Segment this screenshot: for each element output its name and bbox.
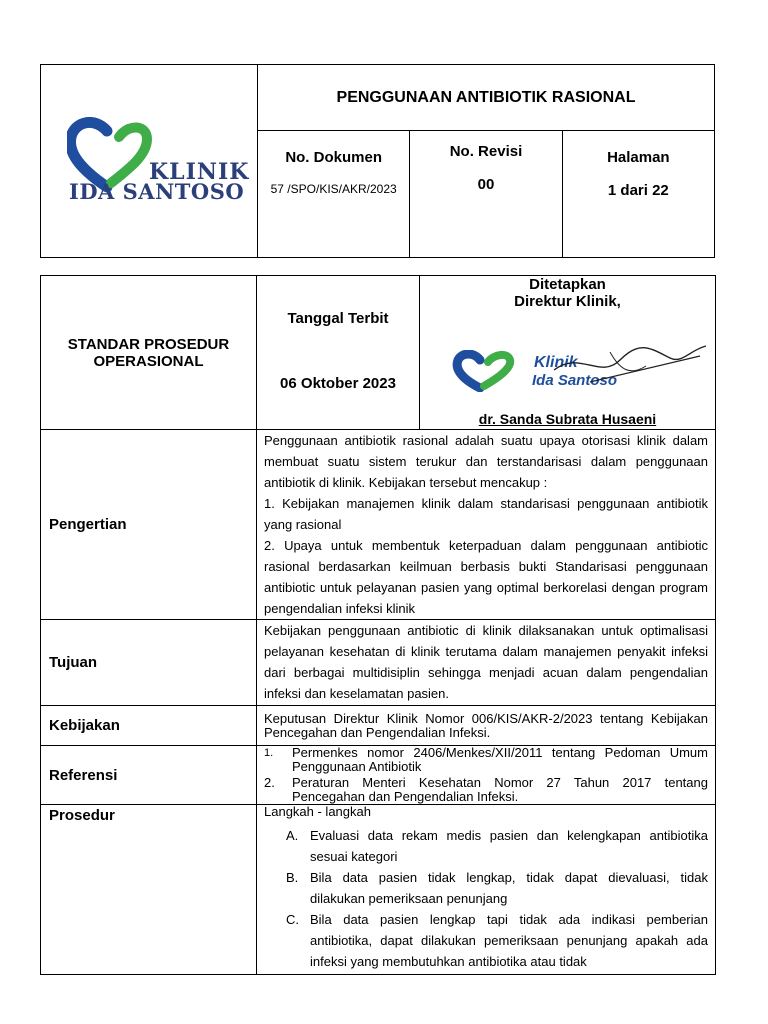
issue-date-label: Tanggal Terbit bbox=[287, 310, 389, 327]
tujuan-label-text: Tujuan bbox=[49, 654, 98, 671]
pengertian-content bbox=[257, 430, 716, 620]
logo-cell bbox=[41, 65, 258, 258]
pengertian-intro: Penggunaan antibiotik rasional adalah suatu upaya otorisasi klinik dalam membuat suatu sistem terukur dan terstandarisasi dalam penggunaan antibiotik di klinik. Kebijakan tersebut mencakup : bbox=[264, 433, 708, 490]
referensi-item-2 bbox=[264, 776, 708, 804]
referensi-text-2: Peraturan Menteri Kesehatan Nomor 27 Tahun 2017 tentang Pencegahan dan Pengendalian Infeksi. bbox=[292, 775, 708, 804]
signature-scribble bbox=[550, 340, 710, 390]
stamp-text-line2: Ida Santoso bbox=[532, 372, 618, 389]
document-title-text: PENGGUNAAN ANTIBIOTIK RASIONAL bbox=[336, 88, 636, 106]
tujuan-content bbox=[257, 620, 716, 706]
prosedur-letter-a: A. bbox=[286, 828, 299, 843]
referensi-number-1: 1. bbox=[264, 747, 274, 759]
sop-title-line2: OPERASIONAL bbox=[93, 352, 204, 370]
kebijakan-label-text: Kebijakan bbox=[49, 717, 120, 734]
revision-value: 00 bbox=[477, 176, 495, 193]
pengertian-item-1: 1. Kebijakan manajemen klinik dalam standarisasi penggunaan antibiotik yang rasional bbox=[264, 496, 708, 532]
referensi-content bbox=[257, 746, 716, 805]
pengertian-label-text: Pengertian bbox=[49, 516, 127, 533]
kebijakan-label bbox=[41, 706, 257, 746]
prosedur-text-a: Evaluasi data rekam medis pasien dan kelengkapan antibiotika sesuai kategori bbox=[310, 828, 708, 864]
page-cell bbox=[562, 131, 714, 258]
doc-number-value: 57 /SPO/KIS/AKR/2023 bbox=[270, 182, 397, 196]
referensi-text-1: Permenkes nomor 2406/Menkes/XII/2011 tentang Pedoman Umum Penggunaan Antibiotik bbox=[292, 745, 708, 774]
prosedur-letter-c: C. bbox=[286, 912, 299, 927]
prosedur-content bbox=[257, 805, 716, 975]
revision-label: No. Revisi bbox=[449, 143, 523, 160]
approved-line1: Ditetapkan bbox=[529, 276, 606, 293]
referensi-label-text: Referensi bbox=[49, 766, 118, 784]
issue-date-cell bbox=[257, 276, 420, 430]
pengertian-item-2: 2. Upaya untuk membentuk keterpaduan dalam penggunaan antibiotic rasional berdasarkan keilmuan berbasis bukti Standarisasi penggunaan antibiotic untuk pelayanan pasien yang optimal berkorelasi dengan program pengendalian infeksi klinik bbox=[264, 538, 708, 616]
stamp-heart-icon bbox=[452, 350, 524, 392]
prosedur-letter-b: B. bbox=[286, 870, 299, 885]
prosedur-text-b: Bila data pasien tidak lengkap, tidak dapat dievaluasi, tidak dilakukan pemeriksaan penunjang bbox=[310, 870, 708, 906]
sop-table bbox=[40, 275, 716, 975]
prosedur-intro: Langkah - langkah bbox=[264, 804, 371, 819]
document-title bbox=[258, 65, 715, 131]
pengertian-label bbox=[41, 430, 257, 620]
sop-title-cell bbox=[41, 276, 257, 430]
prosedur-label-text: Prosedur bbox=[49, 807, 115, 824]
prosedur-text-c: Bila data pasien lengkap tapi tidak ada indikasi pemberian antibiotika, dapat dilakukan pemeriksaan penunjang apakah ada infeksi yang membutuhkan antibiotika atau tidak bbox=[310, 912, 708, 969]
approval-cell bbox=[420, 276, 716, 430]
doc-number-cell bbox=[258, 131, 410, 258]
page-label: Halaman bbox=[607, 149, 670, 166]
referensi-number-2: 2. bbox=[264, 775, 275, 790]
kebijakan-content bbox=[257, 706, 716, 746]
revision-cell bbox=[410, 131, 562, 258]
prosedur-step-b bbox=[264, 867, 708, 909]
clinic-name-line1: KLINIK bbox=[149, 159, 250, 185]
page-value: 1 dari 22 bbox=[607, 182, 669, 199]
issue-date-value: 06 Oktober 2023 bbox=[280, 375, 396, 392]
header-table bbox=[40, 64, 715, 258]
doc-number-label: No. Dokumen bbox=[285, 149, 382, 166]
stamp-text-line1: Klinik bbox=[534, 354, 578, 371]
referensi-item-1 bbox=[264, 746, 708, 774]
tujuan-text: Kebijakan penggunaan antibiotic di klinik dilaksanakan untuk optimalisasi pelayanan kesehatan di klinik terutama dalam manajemen penyakit infeksi dari berbagai multidisiplin sehingga menjadi acuan dalam pengendalian infeksi dan keselamatan pasien. bbox=[264, 623, 708, 701]
prosedur-label bbox=[41, 805, 257, 975]
sop-title-line1: STANDAR PROSEDUR bbox=[67, 335, 230, 353]
tujuan-label bbox=[41, 620, 257, 706]
clinic-name-line2: IDA SANTOSO bbox=[69, 179, 245, 204]
kebijakan-text: Keputusan Direktur Klinik Nomor 006/KIS/AKR-2/2023 tentang Kebijakan Pencegahan dan Pengendalian Infeksi. bbox=[264, 711, 708, 740]
prosedur-step-c bbox=[264, 909, 708, 972]
prosedur-step-a bbox=[264, 825, 708, 867]
approved-line2: Direktur Klinik, bbox=[514, 293, 621, 310]
referensi-label bbox=[41, 746, 257, 805]
director-name: dr. Sanda Subrata Husaeni bbox=[478, 411, 657, 427]
